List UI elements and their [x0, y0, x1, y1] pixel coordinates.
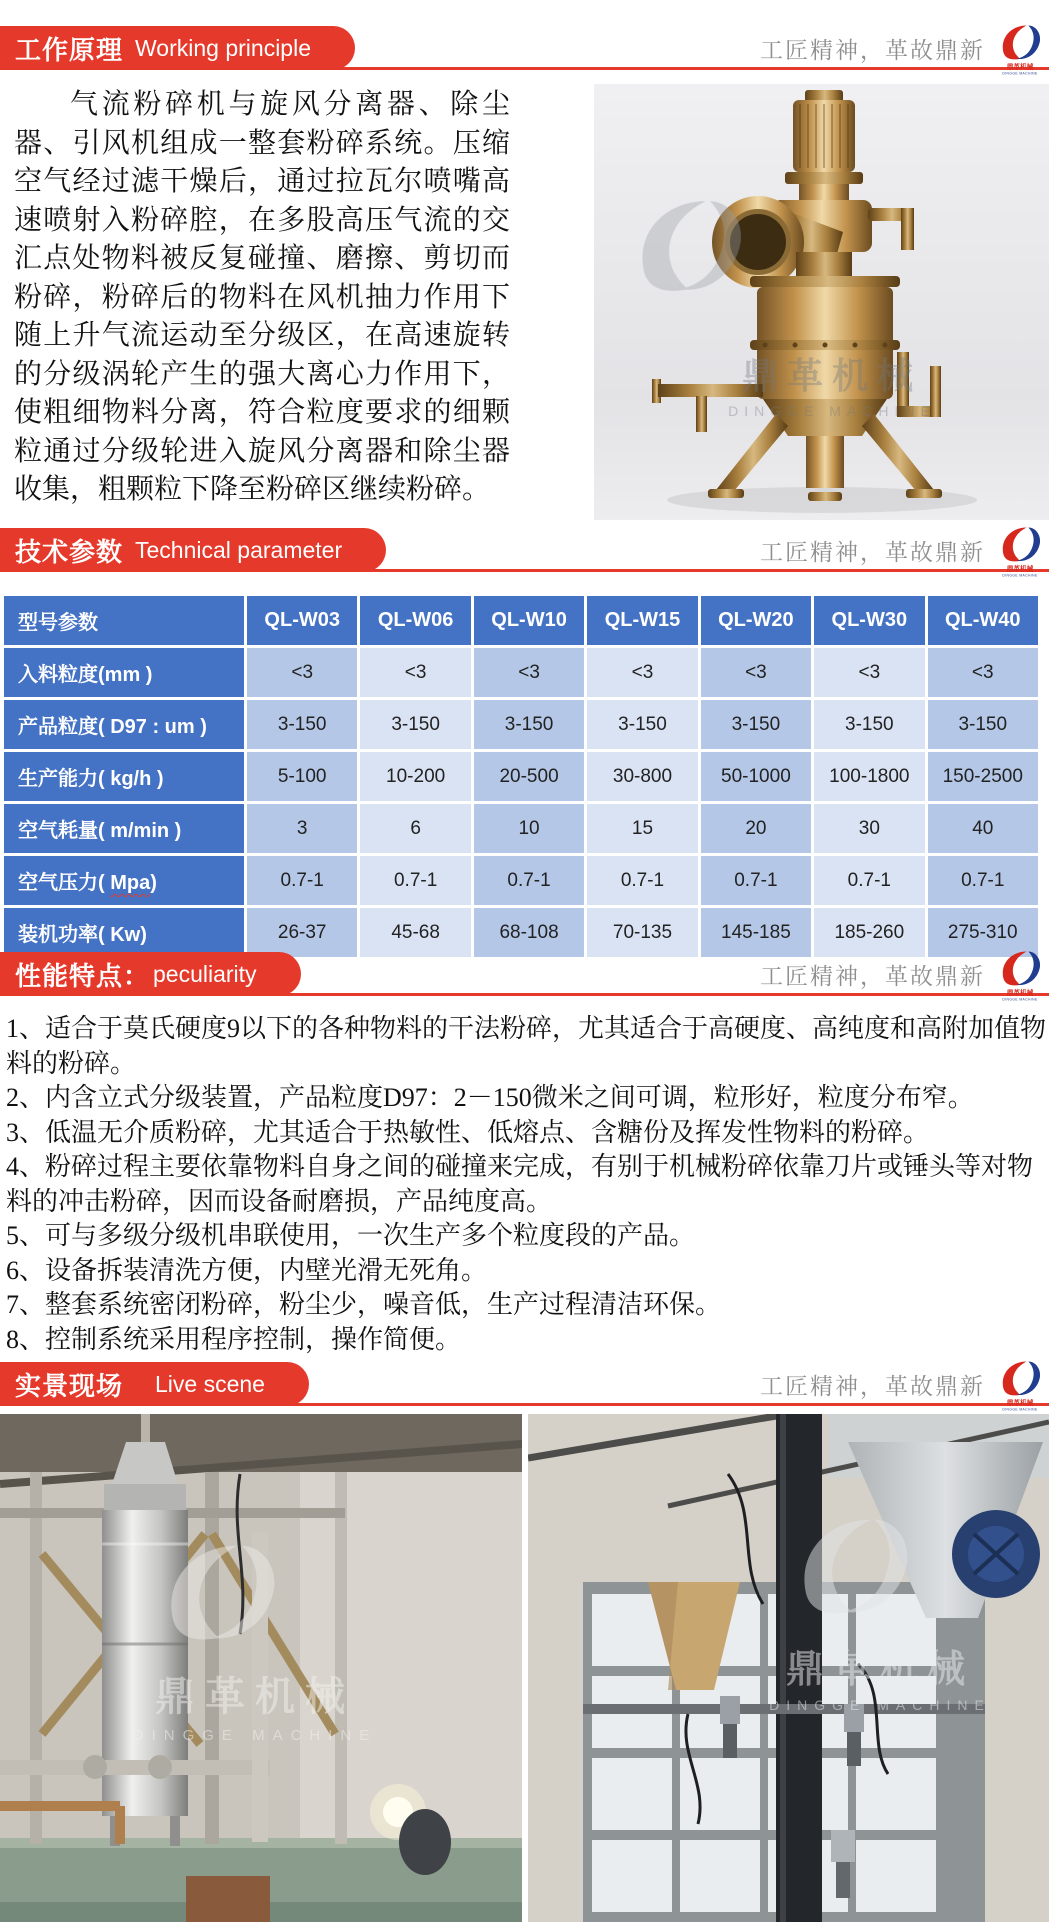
table-cell: 145-185	[701, 908, 811, 957]
logo-text-cn: 鼎革机械	[1006, 63, 1034, 71]
feature-item: 1、适合于莫氏硬度9以下的各种物料的干法粉碎，尤其适合于高硬度、高纯度和高附加值物料的粉碎。	[6, 1014, 1047, 1078]
header-right-group	[760, 521, 1045, 579]
banner-live-scene	[0, 1362, 309, 1406]
header-right-group	[760, 19, 1045, 77]
table-cell: 3-150	[587, 700, 697, 749]
live-scene-photos	[0, 1414, 1049, 1922]
table-cell: 5-100	[247, 752, 357, 801]
table-cell: 30-800	[587, 752, 697, 801]
table-row	[4, 856, 1038, 905]
table-cell: 0.7-1	[587, 856, 697, 905]
table-cell: 10-200	[360, 752, 470, 801]
table-cell: 20	[701, 804, 811, 853]
brand-logo	[995, 19, 1045, 77]
table-cell: 3-150	[360, 700, 470, 749]
brand-logo	[995, 945, 1045, 1003]
table-cell: 275-310	[928, 908, 1038, 957]
table-column-header: QL-W06	[360, 596, 470, 645]
header-right-group	[760, 1355, 1045, 1413]
table-corner-cell: 型号参数	[4, 596, 244, 645]
table-cell: 3-150	[701, 700, 811, 749]
jet-mill-render	[594, 84, 1049, 520]
table-cell: 0.7-1	[814, 856, 924, 905]
section-header-technical-parameter	[0, 528, 1049, 578]
brand-logo	[995, 1355, 1045, 1413]
table-cell: 6	[360, 804, 470, 853]
watermark-text-cn: 鼎革机械	[155, 1675, 355, 1719]
watermark-text-en: DINGGE MACHINE	[132, 1727, 378, 1744]
working-principle-paragraph: 气流粉碎机与旋风分离器、除尘器、引风机组成一整套粉碎系统。压缩空气经过滤干燥后，通过拉瓦尔喷嘴高速喷射入粉碎腔，在多股高压气流的交汇点处物料被反复碰撞、磨擦、剪切而粉碎，粉碎后的物料在风机抽力作用下随上升气流运动至分级区，在高速旋转的分级涡轮产生的强大离心力作用下，使粗细物料分离，符合粒度要求的细颗粒通过分级轮进入旋风分离器和除尘器收集，粗颗粒下降至粉碎区继续粉碎。	[14, 89, 510, 505]
table-cell: 10	[474, 804, 584, 853]
table-cell: 3-150	[814, 700, 924, 749]
banner-title-en: Working principle	[135, 34, 311, 61]
watermark-text-en: DINGGE MACHINE	[728, 403, 936, 419]
table-cell: 20-500	[474, 752, 584, 801]
table-cell: 0.7-1	[701, 856, 811, 905]
live-scene-photo-left	[0, 1414, 522, 1922]
table-cell: <3	[474, 648, 584, 697]
table-cell: 26-37	[247, 908, 357, 957]
banner-peculiarity	[0, 952, 301, 996]
table-cell: 3-150	[247, 700, 357, 749]
table-cell: 68-108	[474, 908, 584, 957]
table-row	[4, 648, 1038, 697]
table-cell: 15	[587, 804, 697, 853]
table-row	[4, 752, 1038, 801]
table-cell: 0.7-1	[474, 856, 584, 905]
feature-item: 4、粉碎过程主要依靠物料自身之间的碰撞来完成，有别于机械粉碎依靠刀片或锤头等对物料的冲击粉碎，因而设备耐磨损，产品纯度高。	[6, 1152, 1034, 1216]
feature-item: 2、内含立式分级装置，产品粒度D97：2－150微米之间可调，粒形好，粒度分布窄。	[6, 1083, 974, 1112]
logo-text-en: DINGGE MACHINE	[1002, 997, 1038, 1002]
table-cell: 40	[928, 804, 1038, 853]
section-header-working-principle	[0, 26, 1049, 76]
watermark-text-en: DINGGE MACHINE	[769, 1697, 991, 1713]
table-row-label: 入料粒度(mm )	[4, 648, 244, 697]
table-cell: 30	[814, 804, 924, 853]
brand-logo-icon	[995, 946, 1045, 1002]
banner-title-cn: 工作原理	[15, 34, 124, 65]
table-column-header: QL-W15	[587, 596, 697, 645]
logo-text-cn: 鼎革机械	[1006, 1399, 1034, 1407]
table-row	[4, 700, 1038, 749]
table-row-label: 产品粒度( D97 : um )	[4, 700, 244, 749]
table-row-label: 空气耗量( m/min )	[4, 804, 244, 853]
product-image	[594, 84, 1049, 520]
table-cell: <3	[701, 648, 811, 697]
table-column-header: QL-W40	[928, 596, 1038, 645]
banner-title-en: Live scene	[155, 1370, 265, 1397]
logo-text-en: DINGGE MACHINE	[1002, 71, 1038, 76]
watermark-text-cn: 鼎革机械	[785, 1649, 975, 1691]
table-cell: 0.7-1	[928, 856, 1038, 905]
table-cell: <3	[247, 648, 357, 697]
logo-text-en: DINGGE MACHINE	[1002, 573, 1038, 578]
table-row-label: 空气压力( Mpa)	[4, 856, 244, 905]
table-cell: <3	[587, 648, 697, 697]
table-cell: 185-260	[814, 908, 924, 957]
table-cell: <3	[360, 648, 470, 697]
peculiarity-list	[6, 1012, 1046, 1357]
table-column-header: QL-W20	[701, 596, 811, 645]
feature-item: 3、低温无介质粉碎，尤其适合于热敏性、低熔点、含糖份及挥发性物料的粉碎。	[6, 1117, 930, 1147]
table-row-label: 装机功率( Kw)	[4, 908, 244, 957]
table-column-header: QL-W10	[474, 596, 584, 645]
table-row-label: 生产能力( kg/h )	[4, 752, 244, 801]
section-header-peculiarity	[0, 952, 1049, 1002]
table-cell: 3-150	[474, 700, 584, 749]
table-column-header: QL-W30	[814, 596, 924, 645]
feature-item: 7、整套系统密闭粉碎，粉尘少，噪音低，生产过程清洁环保。	[6, 1290, 722, 1319]
logo-text-cn: 鼎革机械	[1006, 989, 1034, 997]
table-cell: 45-68	[360, 908, 470, 957]
table-cell: 0.7-1	[360, 856, 470, 905]
banner-working-principle	[0, 26, 355, 70]
brand-logo-icon	[995, 522, 1045, 578]
table-cell: 3	[247, 804, 357, 853]
header-right-group	[760, 945, 1045, 1003]
section-header-live-scene	[0, 1362, 1049, 1412]
brand-logo	[995, 521, 1045, 579]
banner-title-cn: 性能特点：	[15, 960, 151, 991]
brand-slogan: 工匠精神，革故鼎新	[760, 1372, 985, 1399]
banner-title-cn: 实景现场	[15, 1370, 124, 1401]
brand-logo-icon	[995, 20, 1045, 76]
brand-slogan: 工匠精神，革故鼎新	[760, 36, 985, 63]
feature-item: 5、可与多级分级机串联使用，一次生产多个粒度段的产品。	[6, 1221, 696, 1250]
table-row	[4, 804, 1038, 853]
watermark-text-cn: 鼎革机械	[741, 355, 923, 396]
live-scene-photo-right	[528, 1414, 1049, 1922]
table-cell: 150-2500	[928, 752, 1038, 801]
table-header-row	[4, 596, 1038, 645]
table-column-header: QL-W03	[247, 596, 357, 645]
feature-item: 8、控制系统采用程序控制，操作简便。	[6, 1324, 462, 1354]
brand-slogan: 工匠精神，革故鼎新	[760, 538, 985, 565]
table-cell: <3	[814, 648, 924, 697]
table-cell: <3	[928, 648, 1038, 697]
banner-title-cn: 技术参数	[15, 536, 124, 567]
banner-technical-parameter	[0, 528, 386, 572]
brand-slogan: 工匠精神，革故鼎新	[760, 962, 985, 989]
feature-item: 6、设备拆装清洗方便，内壁光滑无死角。	[6, 1255, 488, 1285]
table-cell: 0.7-1	[247, 856, 357, 905]
logo-text-en: DINGGE MACHINE	[1002, 1407, 1038, 1412]
banner-title-en: Technical parameter	[135, 536, 343, 563]
brand-logo-icon	[995, 1356, 1045, 1412]
technical-parameter-table	[1, 593, 1041, 960]
table-cell: 70-135	[587, 908, 697, 957]
table-cell: 3-150	[928, 700, 1038, 749]
table-cell: 100-1800	[814, 752, 924, 801]
banner-title-en: peculiarity	[153, 960, 257, 987]
logo-text-cn: 鼎革机械	[1006, 565, 1034, 573]
table-cell: 50-1000	[701, 752, 811, 801]
